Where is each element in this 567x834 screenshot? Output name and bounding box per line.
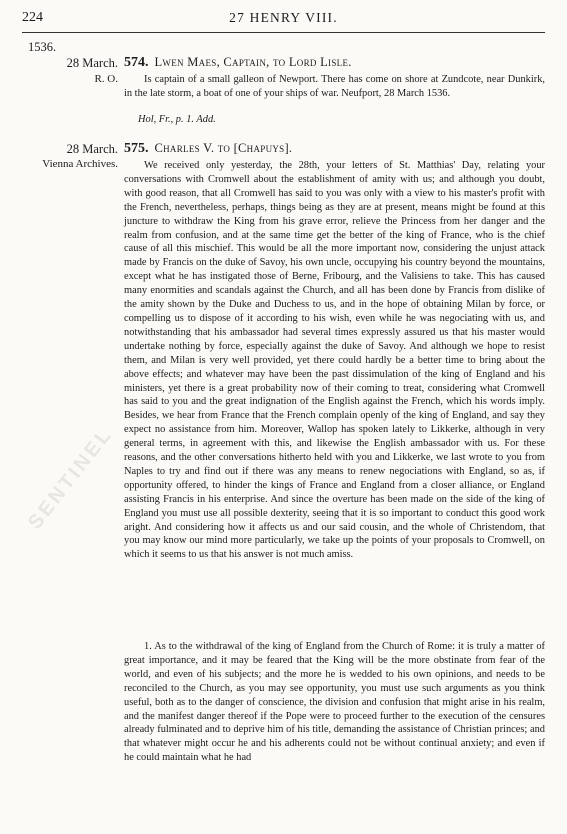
entry-heading xyxy=(124,55,352,71)
header-rule xyxy=(22,32,545,33)
running-head: 27 HENRY VIII. xyxy=(229,10,338,25)
entry-title: Lwen Maes, Captain, to Lord Lisle. xyxy=(154,55,352,69)
entry-date: 28 March. xyxy=(66,142,118,156)
source-label: R. O. xyxy=(94,73,118,85)
library-watermark: SENTINEL xyxy=(24,423,118,534)
page-header xyxy=(22,10,545,30)
entry-number: 575. xyxy=(124,141,149,156)
entry-title: Charles V. to [Chapuys]. xyxy=(154,141,293,155)
entry-date: 28 March. xyxy=(66,56,118,70)
entry-text: We received only yesterday, the 28th, your letters of St. Matthias' Day, relating your conversations with Cromwell about the establishment of amity with us; and although you doubt, with good reason, that all Cromwell has said to you was only with a view to his master's profit with the French, nevertheless, perhaps, things being as they are at present, means might be found at this juncture to withdraw the King from his grave error, relieve the Princess from her danger and the realm from confusion, and at the same time get the better of the king of France, who is the chief cause of all this mischief. This would be all the more important now, considering the unjust attack made by Francis on the duke of Savoy, his own uncle, occupying his country beyond the mountains, except what he has instigated those of Berne, Fribourg, and the Valisiens to take. This has caused many enormities and scandals against the Church, and all has been done by Francis from dislike of the amity shown by the Duke and Duchess to us, and in the hope of obtaining Milan by force, or compelling us to dispose of it according to his wish, even while he was negociating with us, and notwithstanding that his ambassador had several times expressly assured us that his master would undertake nothing by force, especially against the duke of Savoy. And although we hope to resist them, and Milan is very well provided, yet there could hardly be a better time to bring about the above effects; and whatever may have been the past dissimulation of the king of England and his ministers, yet there is a great probability now of their coming to treat, considering what Cromwell has said to you and the great indignation of the English against the French, which his words imply. Besides, we hear from France that the French complain openly of the king of England, and say they expect no assistance from him. Moreover, Wallop has spoken lately to Likkerke, although in very general terms, in agreement with this, and likewise the English ambassador with us. For these reasons, and the other conversations hitherto held with you and Likkerke, we last wrote to you from Naples to try and find out if there was any means to renew negociations with England, so as, if opportunity offered, to hinder the kings of France and England from a closer alliance, or England assisting Francis in his enterprise. And since the overture has been made on the side of the king of England you must use all possible dexterity, seeing that it is so important to conduct this good work aright. And considering how it affects us and our said cousin, and the whole of Christendom, that you may know our mind more particularly, we take up the points of your proposals to Cromwell, on which it seems to us that his answer is not much amiss. xyxy=(124,160,545,561)
entry-heading xyxy=(124,141,292,157)
page-number: 224 xyxy=(22,10,43,25)
source-label: Vienna Archives. xyxy=(42,158,118,170)
entry-text: Is captain of a small galleon of Newport. There has come on shore at Zundcote, near Dunkirk, in the late storm, a boat of one of your ships of war. Neufport, 28 March 1536. xyxy=(124,74,545,99)
entry-note: Hol, Fr., p. 1. Add. xyxy=(138,114,216,125)
year-label: 1536. xyxy=(28,40,57,54)
entry-text-continued: 1. As to the withdrawal of the king of England from the Church of Rome: it is truly a matter of great importance, and it may be feared that the King will be the more obstinate from fear of the world, and even of his subjects; and the more he is wedded to his own opinions, and needs to be reconciled to the Church, as you may see opportunity, you must use such arguments as you think useful, both as to the danger of conscience, the division and confusion that might arise in his realm, and the manifest danger thereof if the Pope were to proceed further to the execution of the censures already fulminated and to deprive him of his title, demanding the assistance of Christian princes; and that whatever might occur he and his adherents could not be without continual anxiety; and even if he could maintain what he had xyxy=(124,641,545,764)
entry-number: 574. xyxy=(124,55,149,70)
